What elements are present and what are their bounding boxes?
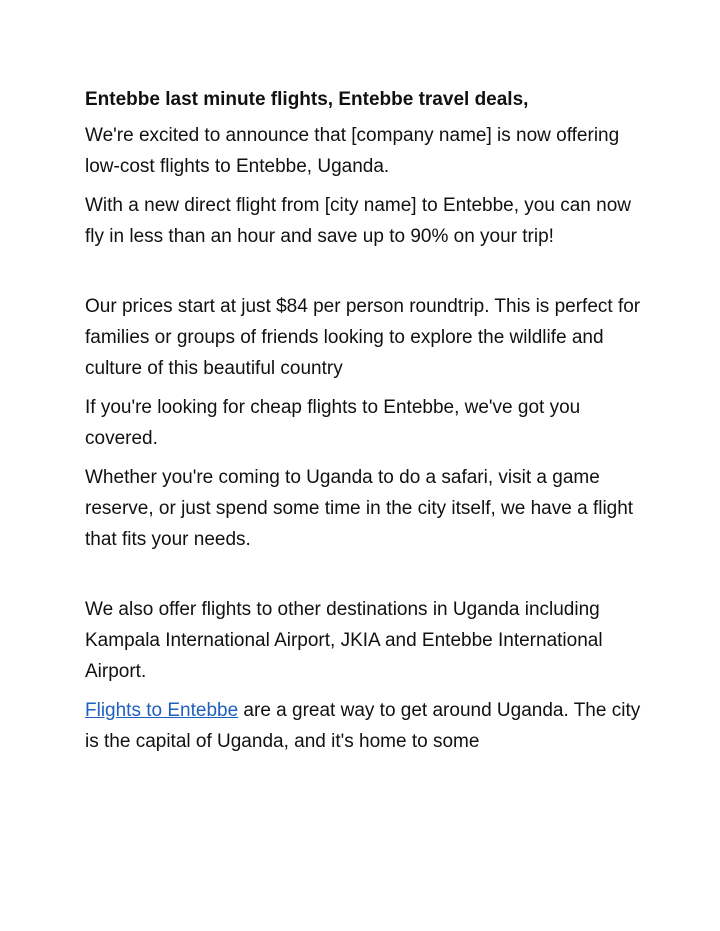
paragraph-destinations: We also offer flights to other destinations in Uganda including Kampala International Airport, JKIA and Entebbe International Airport. <box>85 599 603 682</box>
paragraph-flights-to-entebbe <box>85 695 645 757</box>
paragraph-continuation: are a great way to get around Uganda. The city is the capital of Uganda, and it's home to some <box>85 700 641 752</box>
blank-line <box>85 563 645 594</box>
flights-to-entebbe-link[interactable]: Flights to Entebbe <box>85 700 239 721</box>
paragraph-direct-flight: With a new direct flight from [city name] to Entebbe, you can now fly in less than an hour and save up to 90% on your trip! <box>85 195 631 247</box>
document-heading: Entebbe last minute flights, Entebbe travel deals, <box>85 89 529 110</box>
paragraph-safari: Whether you're coming to Uganda to do a safari, visit a game reserve, or just spend some time in the city itself, we have a flight that fits your needs. <box>85 467 634 550</box>
paragraph-announcement: We're excited to announce that [company name] is now offering low-cost flights to Entebbe, Uganda. <box>85 125 620 177</box>
paragraph-prices: Our prices start at just $84 per person roundtrip. This is perfect for families or groups of friends looking to explore the wildlife and culture of this beautiful country <box>85 296 641 379</box>
blank-line <box>85 260 645 291</box>
document-page <box>85 84 645 765</box>
paragraph-cheap-flights: If you're looking for cheap flights to Entebbe, we've got you covered. <box>85 397 581 449</box>
